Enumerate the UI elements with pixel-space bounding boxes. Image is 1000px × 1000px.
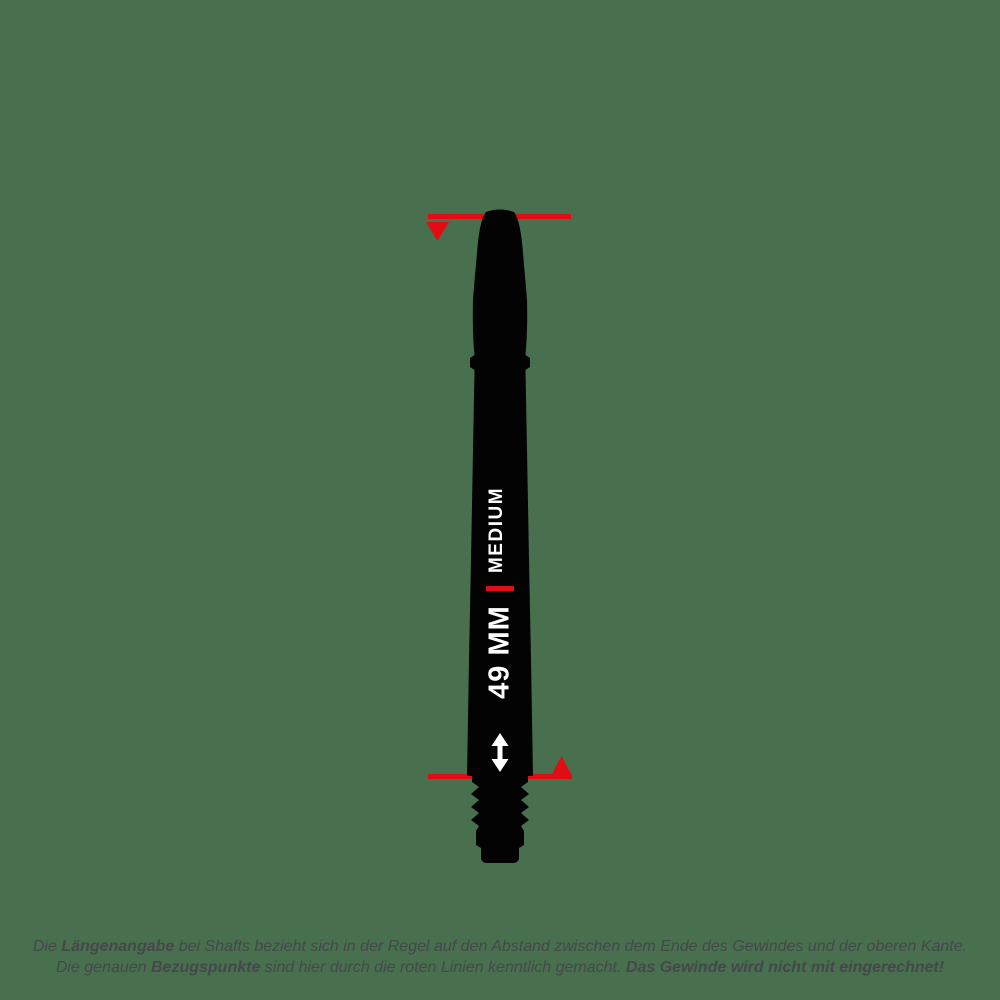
caption-line2-bold2: Das Gewinde wird nicht mit eingerechnet! (625, 959, 945, 976)
caption-line-1 (0, 936, 1000, 957)
caption-line2-bold: Bezugspunkte (151, 959, 261, 976)
caption-line2-pre: Die genauen (55, 959, 151, 976)
triangle-up-icon (552, 756, 571, 774)
shaft-size-label: MEDIUM (486, 486, 507, 574)
label-divider-dash (486, 586, 514, 591)
shaft-length-label: 49 MM (483, 605, 516, 699)
caption-line-2 (0, 957, 1000, 978)
dart-shaft-thread (471, 776, 529, 863)
caption-line1-bold: Längenangabe (61, 938, 175, 955)
caption-line1-pre: Die (32, 938, 62, 955)
caption (0, 936, 1000, 978)
caption-line2-mid: sind hier durch die roten Linien kenntlich gemacht. (260, 959, 626, 976)
triangle-down-icon (426, 222, 449, 241)
caption-line1-post: bei Shafts bezieht sich in der Regel auf den Abstand zwischen dem Ende des Gewindes und der oberen Kante. (174, 938, 968, 955)
